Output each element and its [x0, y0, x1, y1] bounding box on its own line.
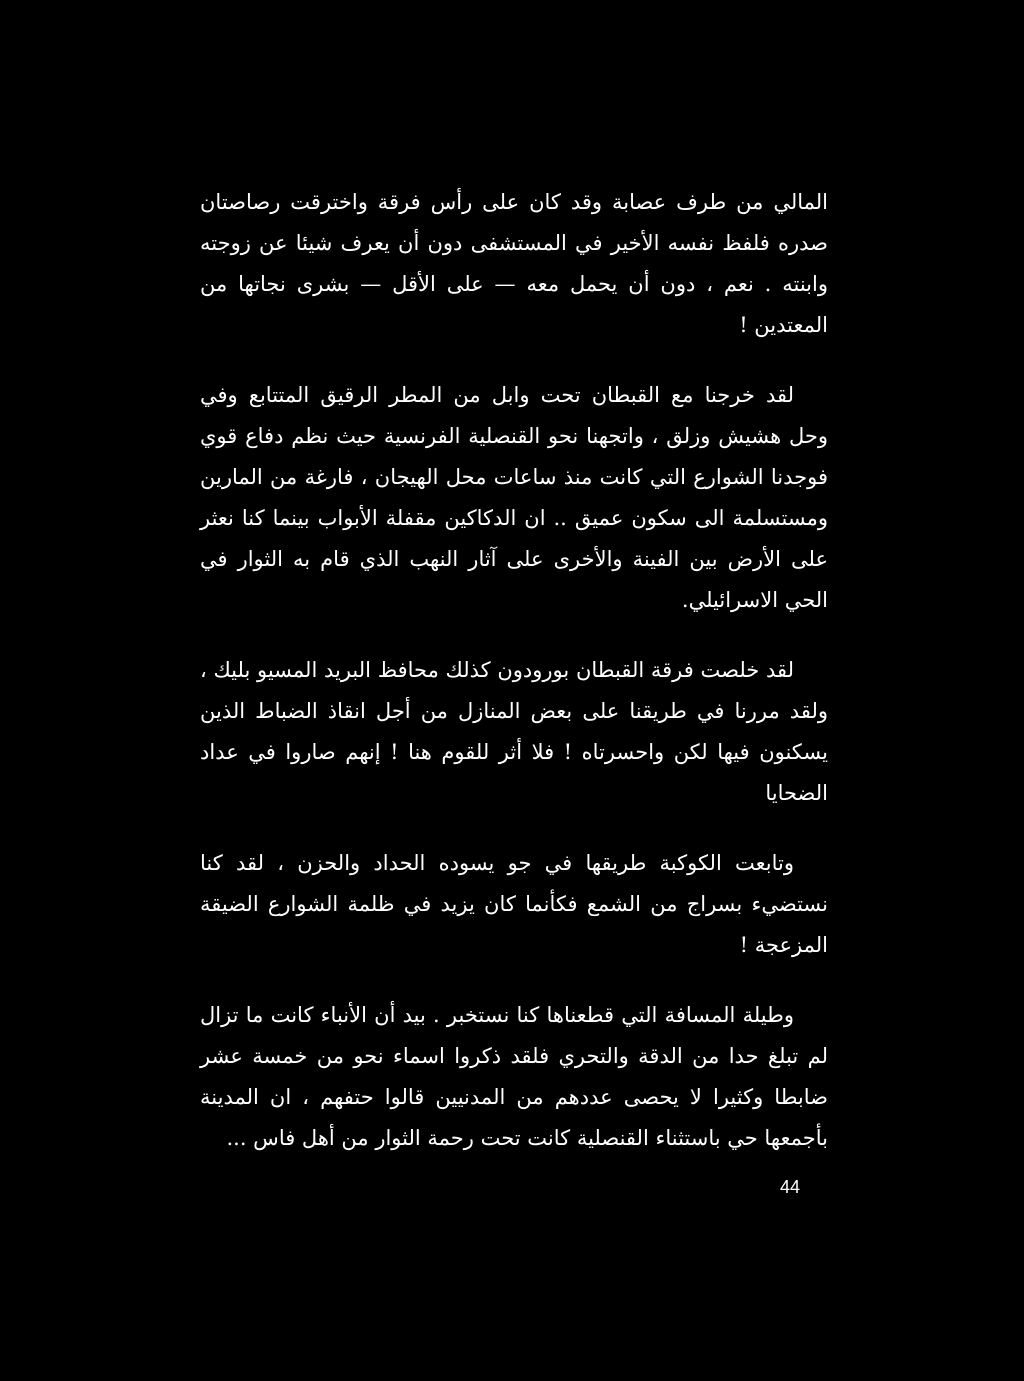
paragraph-5: وطيلة المسافة التي قطعناها كنا نستخبر . بيد أن الأنباء كانت ما تزال لم تبلغ حدا من الدقة والتحري فلقد ذكروا اسماء نحو من خمسة عشر ضابطا وكثيرا لا يحصى عددهم من المدنيين قالوا حتفهم ، ان المدينة بأجمعها حي باستثناء القنصلية كانت تحت رحمة الثوار من أهل فاس ...	[200, 1003, 828, 1150]
paragraph-3: لقد خلصت فرقة القبطان بورودون كذلك محافظ البريد المسيو بليك ، ولقد مررنا في طريقنا على بعض المنازل من أجل انقاذ الضباط الذين يسكنون فيها لكن واحسرتاه ! فلا أثر للقوم هنا ! إنهم صاروا في عداد الضحايا	[200, 658, 828, 805]
paragraph-4: وتابعت الكوكبة طريقها في جو يسوده الحداد والحزن ، لقد كنا نستضيء بسراج من الشمع فكأنما كان يزيد في ظلمة الشوارع الضيقة المزعجة !	[200, 851, 828, 957]
page-number: 44	[780, 1177, 801, 1197]
paragraph-2: لقد خرجنا مع القبطان تحت وابل من المطر الرقيق المتتابع وفي وحل هشيش وزلق ، واتجهنا نحو القنصلية الفرنسية حيث نظم دفاع قوي فوجدنا الشوارع التي كانت منذ ساعات محل الهيجان ، فارغة من المارين ومستسلمة الى سكون عميق .. ان الدكاكين مقفلة الأبواب بينما كنا نعثر على الأرض بين الفينة والأخرى على آثار النهب الذي قام به الثوار في الحي الاسرائيلي.	[200, 383, 828, 612]
paragraph-1: المالي من طرف عصابة وقد كان على رأس فرقة واخترقت رصاصتان صدره فلفظ نفسه الأخير في المستشفى دون أن يعرف شيئا عن زوجته وابنته . نعم ، دون أن يحمل معه — على الأقل — بشرى نجاتها من المعتدين !	[200, 190, 828, 337]
body-text	[200, 182, 828, 1188]
